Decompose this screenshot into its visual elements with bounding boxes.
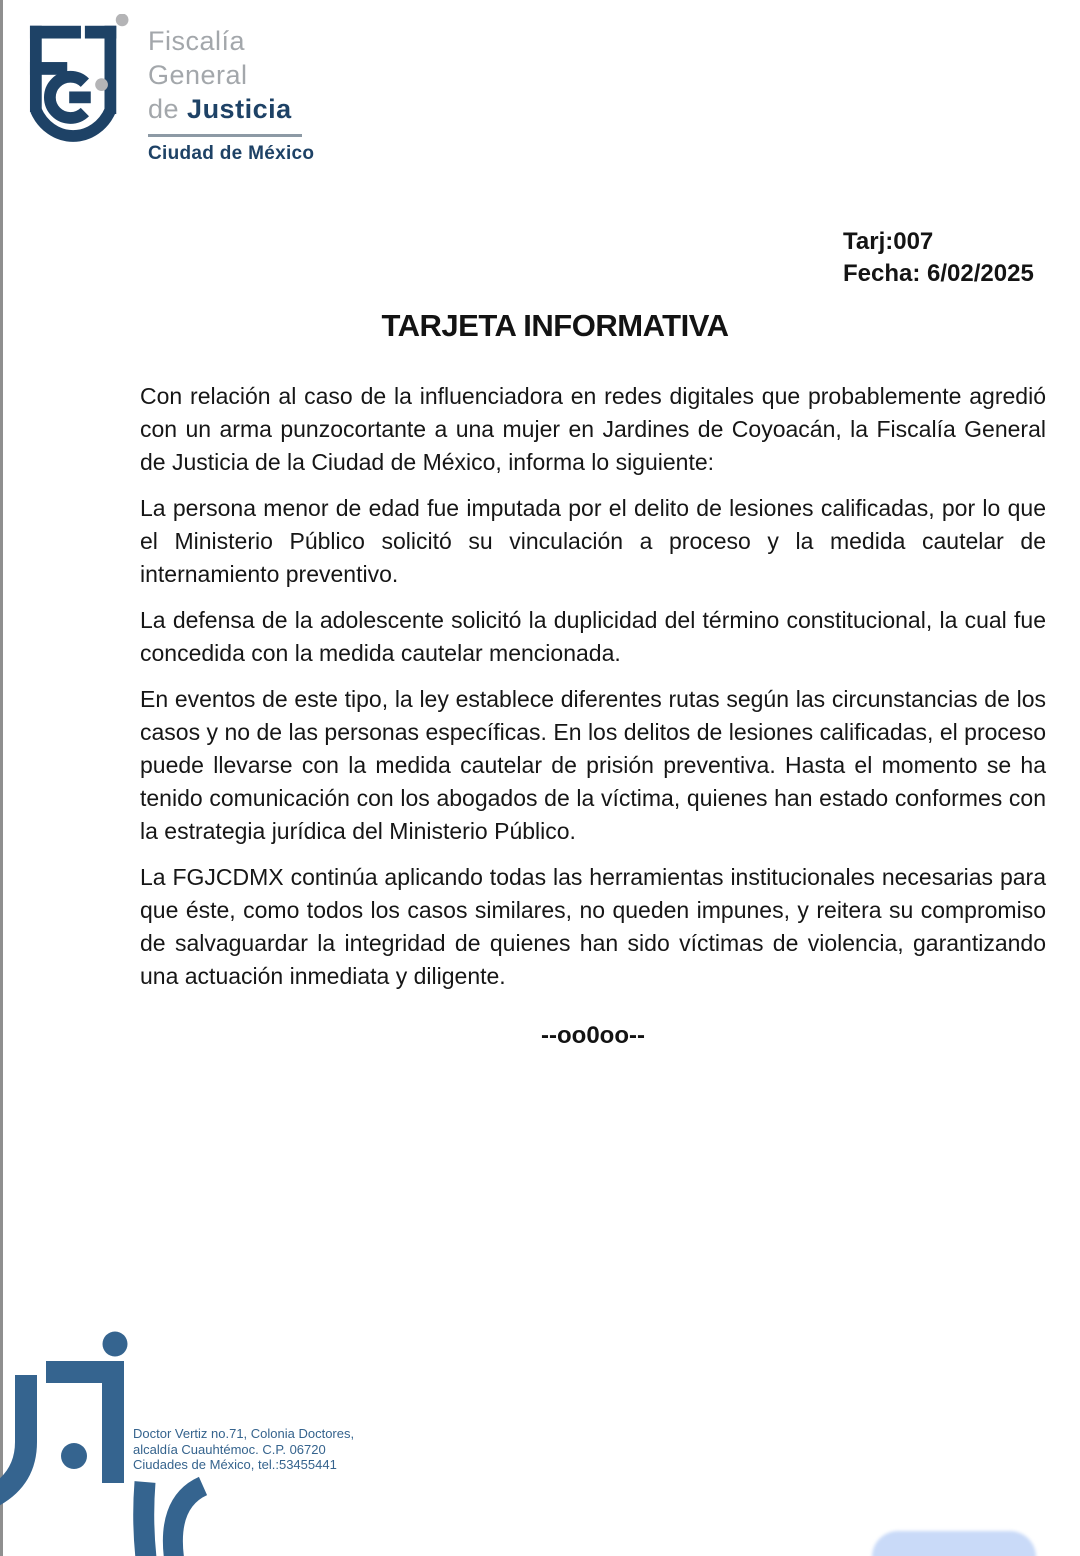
brand-line-3: de Justicia bbox=[148, 94, 292, 124]
paragraph-3: La defensa de la adolescente solicitó la duplicidad del término constitucional, la cual fue concedida con la medida cautelar mencionada. bbox=[140, 607, 1046, 666]
footer-address bbox=[133, 1426, 354, 1473]
overlay-pill-shape bbox=[872, 1531, 1036, 1556]
document-date: Fecha: 6/02/2025 bbox=[843, 260, 1034, 287]
paragraph-4: En eventos de este tipo, la ley establece diferentes rutas según las circunstancias de los casos y no de las personas específicas. En los delitos de lesiones calificadas, el proceso puede llevarse con la medida cautelar de prisión preventiva. Hasta el momento se ha tenido comunicación con los abogados de la víctima, quienes han estado conformes con la estrategia jurídica del Ministerio Público. bbox=[140, 686, 1046, 844]
address-line-2: alcaldía Cuauhtémoc. C.P. 06720 bbox=[133, 1441, 326, 1457]
page-title: TARJETA INFORMATIVA bbox=[381, 308, 729, 343]
end-separator: --oo0oo-- bbox=[541, 1022, 645, 1049]
brand-line-2: General bbox=[148, 60, 248, 90]
reference-number: Tarj:007 bbox=[843, 228, 934, 255]
paragraph-1: Con relación al caso de la influenciadora en redes digitales que probablemente agredió con un arma punzocortante a una mujer en Jardines de Coyoacán, la Fiscalía General de Justicia de la Ciudad de México, informa lo siguiente: bbox=[140, 383, 1046, 475]
brand-line-1: Fiscalía bbox=[148, 26, 246, 56]
fgj-brand-header bbox=[20, 14, 314, 166]
address-line-1: Doctor Vertiz no.71, Colonia Doctores, bbox=[133, 1426, 355, 1441]
fgj-brand-text bbox=[148, 14, 314, 165]
paragraph-5: La FGJCDMX continúa aplicando todas las herramientas institucionales necesarias para que éste, como todos los casos similares, no queden impunes, y reitera su compromiso de salvaguardar la integridad de quienes han sido víctimas de violencia, garantizando una actuación inmediata y diligente. bbox=[140, 864, 1046, 989]
fgj-monogram-icon bbox=[20, 14, 138, 166]
document-meta bbox=[843, 226, 1034, 290]
page-left-edge-line bbox=[0, 0, 3, 1556]
paragraph-2: La persona menor de edad fue imputada por el delito de lesiones calificadas, por lo que el Ministerio Público solicitó su vinculación a proceso y la medida cautelar de internamiento preventivo. bbox=[140, 495, 1046, 587]
address-line-3: Ciudades de México, tel.:53455441 bbox=[133, 1457, 337, 1472]
brand-city-label: Ciudad de México bbox=[148, 143, 315, 164]
document-body bbox=[140, 380, 1046, 1052]
brand-divider-line bbox=[148, 134, 302, 137]
